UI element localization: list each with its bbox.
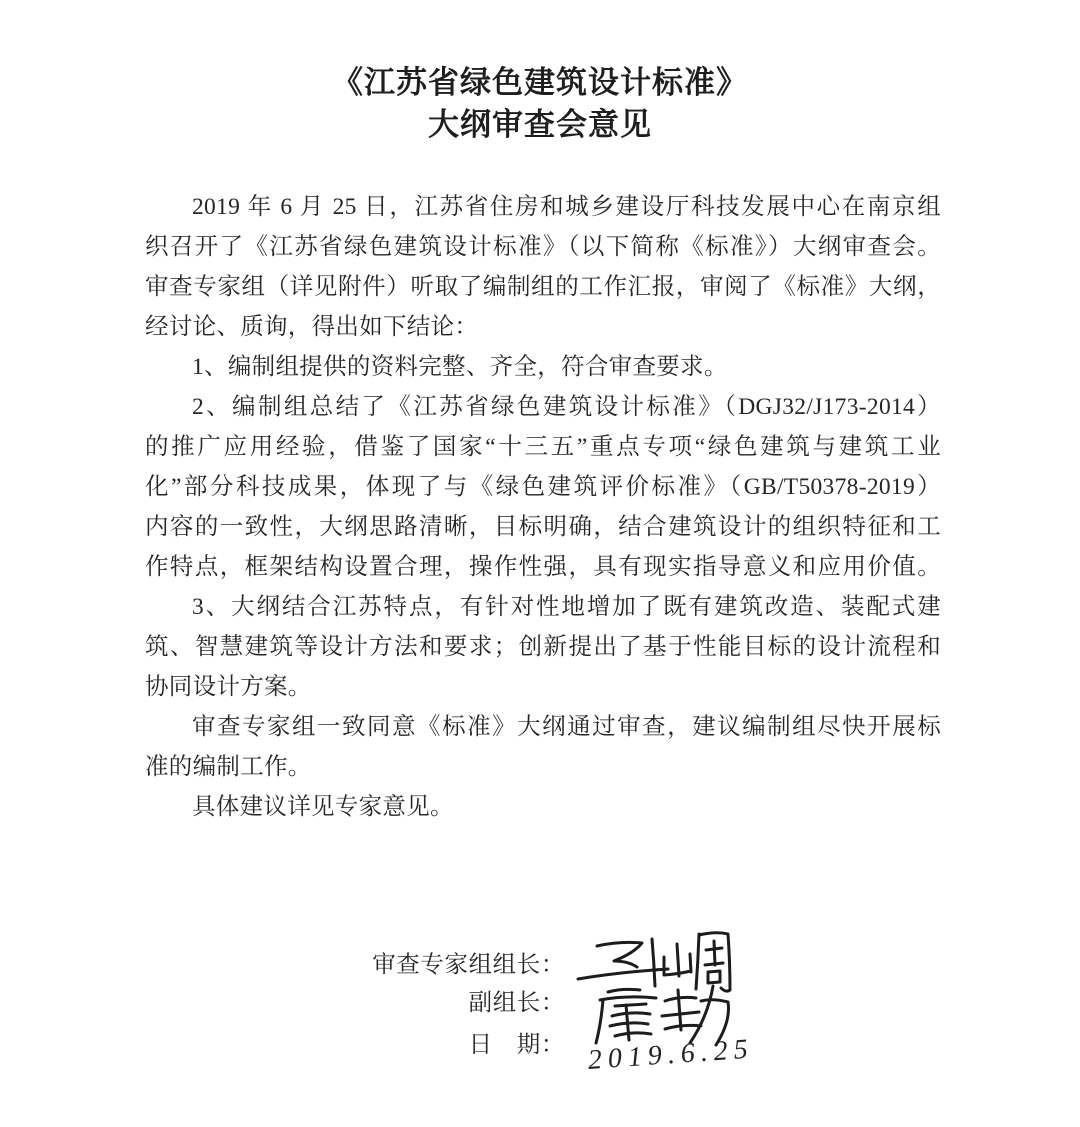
text-line: 筑、智慧建筑等设计方法和要求；创新提出了基于性能目标的设计流程和 xyxy=(145,634,941,660)
text-line: 织召开了《江苏省绿色建筑设计标准》（以下简称《标准》）大纲审查会。 xyxy=(145,234,941,260)
paragraph-note xyxy=(145,787,941,827)
text-line: 3、大纲结合江苏特点，有针对性地增加了既有建筑改造、装配式建 xyxy=(192,594,941,620)
leader-signature xyxy=(578,933,730,991)
deputy-label: 副组长： xyxy=(468,990,565,1016)
title-line-1: 《江苏省绿色建筑设计标准》 xyxy=(332,65,748,100)
text-line: 协同设计方案。 xyxy=(145,674,312,700)
document-body xyxy=(145,187,941,827)
title-line-2: 大纲审查会意见 xyxy=(428,107,652,142)
handwritten-date: 2019.6.25 xyxy=(586,1033,755,1076)
leader-label: 审查专家组组长： xyxy=(372,952,565,978)
text-line: 审查专家组一致同意《标准》大纲通过审查，建议编制组尽快开展标 xyxy=(192,714,941,740)
paragraph-intro xyxy=(145,187,941,347)
paragraph-conclusion-2 xyxy=(145,387,941,587)
document-title xyxy=(0,62,1080,146)
paragraph-conclusion-1 xyxy=(145,347,941,387)
paragraph-approval xyxy=(145,707,941,787)
text-line: 1、编制组提供的资料完整、齐全，符合审查要求。 xyxy=(192,354,728,380)
text-line: 2019 年 6 月 25 日，江苏省住房和城乡建设厅科技发展中心在南京组 xyxy=(192,194,941,220)
text-line: 准的编制工作。 xyxy=(145,754,312,780)
text-line: 审查专家组（详见附件）听取了编制组的工作汇报，审阅了《标准》大纲， xyxy=(145,274,941,300)
text-line: 化”部分科技成果，体现了与《绿色建筑评价标准》（GB/T50378-2019） xyxy=(145,474,941,500)
text-line: 具体建议详见专家意见。 xyxy=(192,794,454,820)
date-label: 日 期： xyxy=(468,1032,565,1058)
text-line: 2、编制组总结了《江苏省绿色建筑设计标准》（DGJ32/J173-2014） xyxy=(192,394,941,420)
text-line: 内容的一致性，大纲思路清晰，目标明确，结合建筑设计的组织特征和工 xyxy=(145,514,941,540)
text-line: 的推广应用经验，借鉴了国家“十三五”重点专项“绿色建筑与建筑工业 xyxy=(145,434,941,460)
paragraph-conclusion-3 xyxy=(145,587,941,707)
text-line: 作特点，框架结构设置合理，操作性强，具有现实指导意义和应用价值。 xyxy=(145,554,941,580)
text-line: 经讨论、质询，得出如下结论： xyxy=(145,314,479,340)
